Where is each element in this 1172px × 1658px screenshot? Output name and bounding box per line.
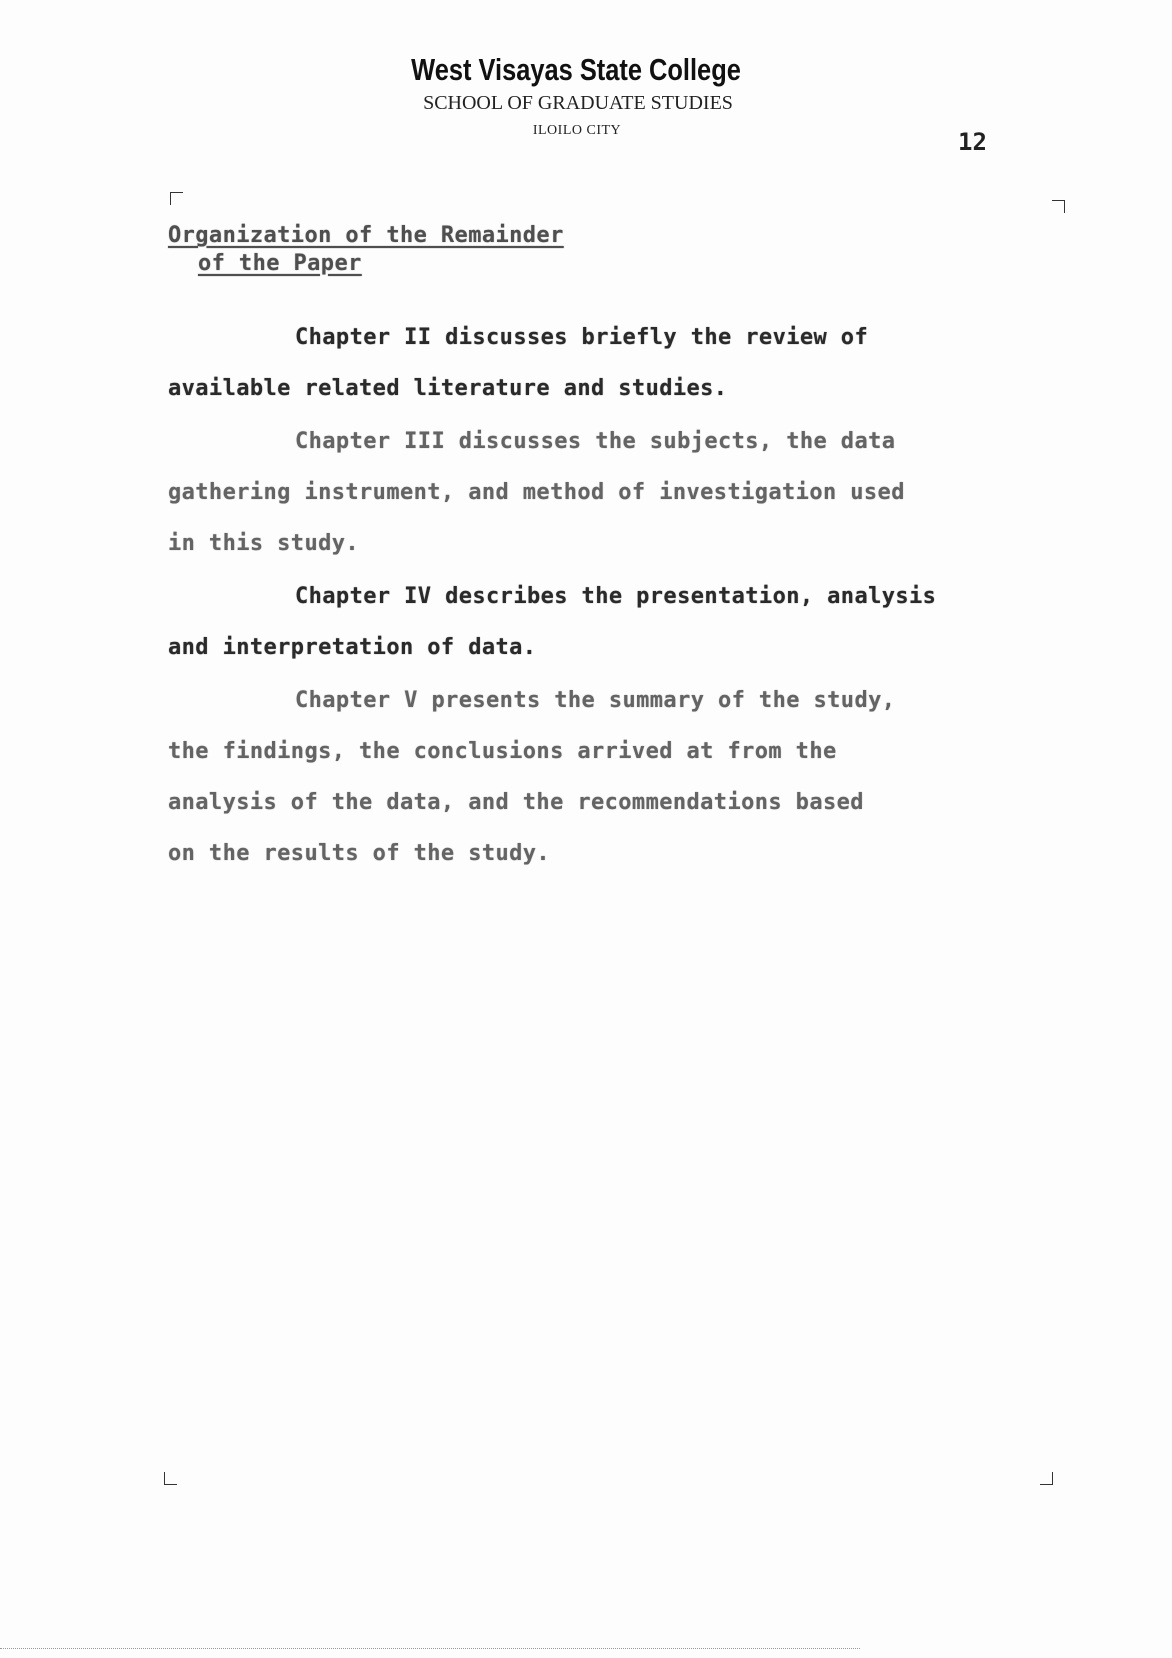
college-name: West Visayas State College [411, 52, 741, 87]
paragraph-chapter-4: Chapter IV describes the presentation, analysis and interpretation of data. [168, 584, 937, 660]
body-text [168, 312, 1048, 881]
paragraph-chapter-5: Chapter V presents the summary of the study, the findings, the conclusions arrived at from the analysis of the data, and the recommendations based on the results of the study. [168, 688, 896, 866]
letterhead [0, 52, 1172, 139]
crop-mark-top-left [170, 192, 183, 205]
paragraph-chapter-3: Chapter III discusses the subjects, the data gathering instrument, and method of investigation used in this study. [168, 429, 905, 556]
section-heading [168, 222, 564, 278]
crop-mark-top-right [1052, 200, 1065, 213]
city-name: ILOILO CITY [532, 123, 622, 138]
section-heading-line-1: Organization of the Remainder [168, 223, 564, 248]
section-heading-line-2: of the Paper [198, 251, 362, 276]
scan-footer-strip [0, 1648, 860, 1651]
crop-mark-bottom-right [1040, 1472, 1053, 1485]
paragraph-chapter-2: Chapter II discusses briefly the review of available related literature and studies. [168, 325, 869, 401]
crop-mark-bottom-left [164, 1472, 177, 1485]
school-name: SCHOOL OF GRADUATE STUDIES [423, 92, 733, 114]
page-number: 12 [958, 128, 987, 156]
